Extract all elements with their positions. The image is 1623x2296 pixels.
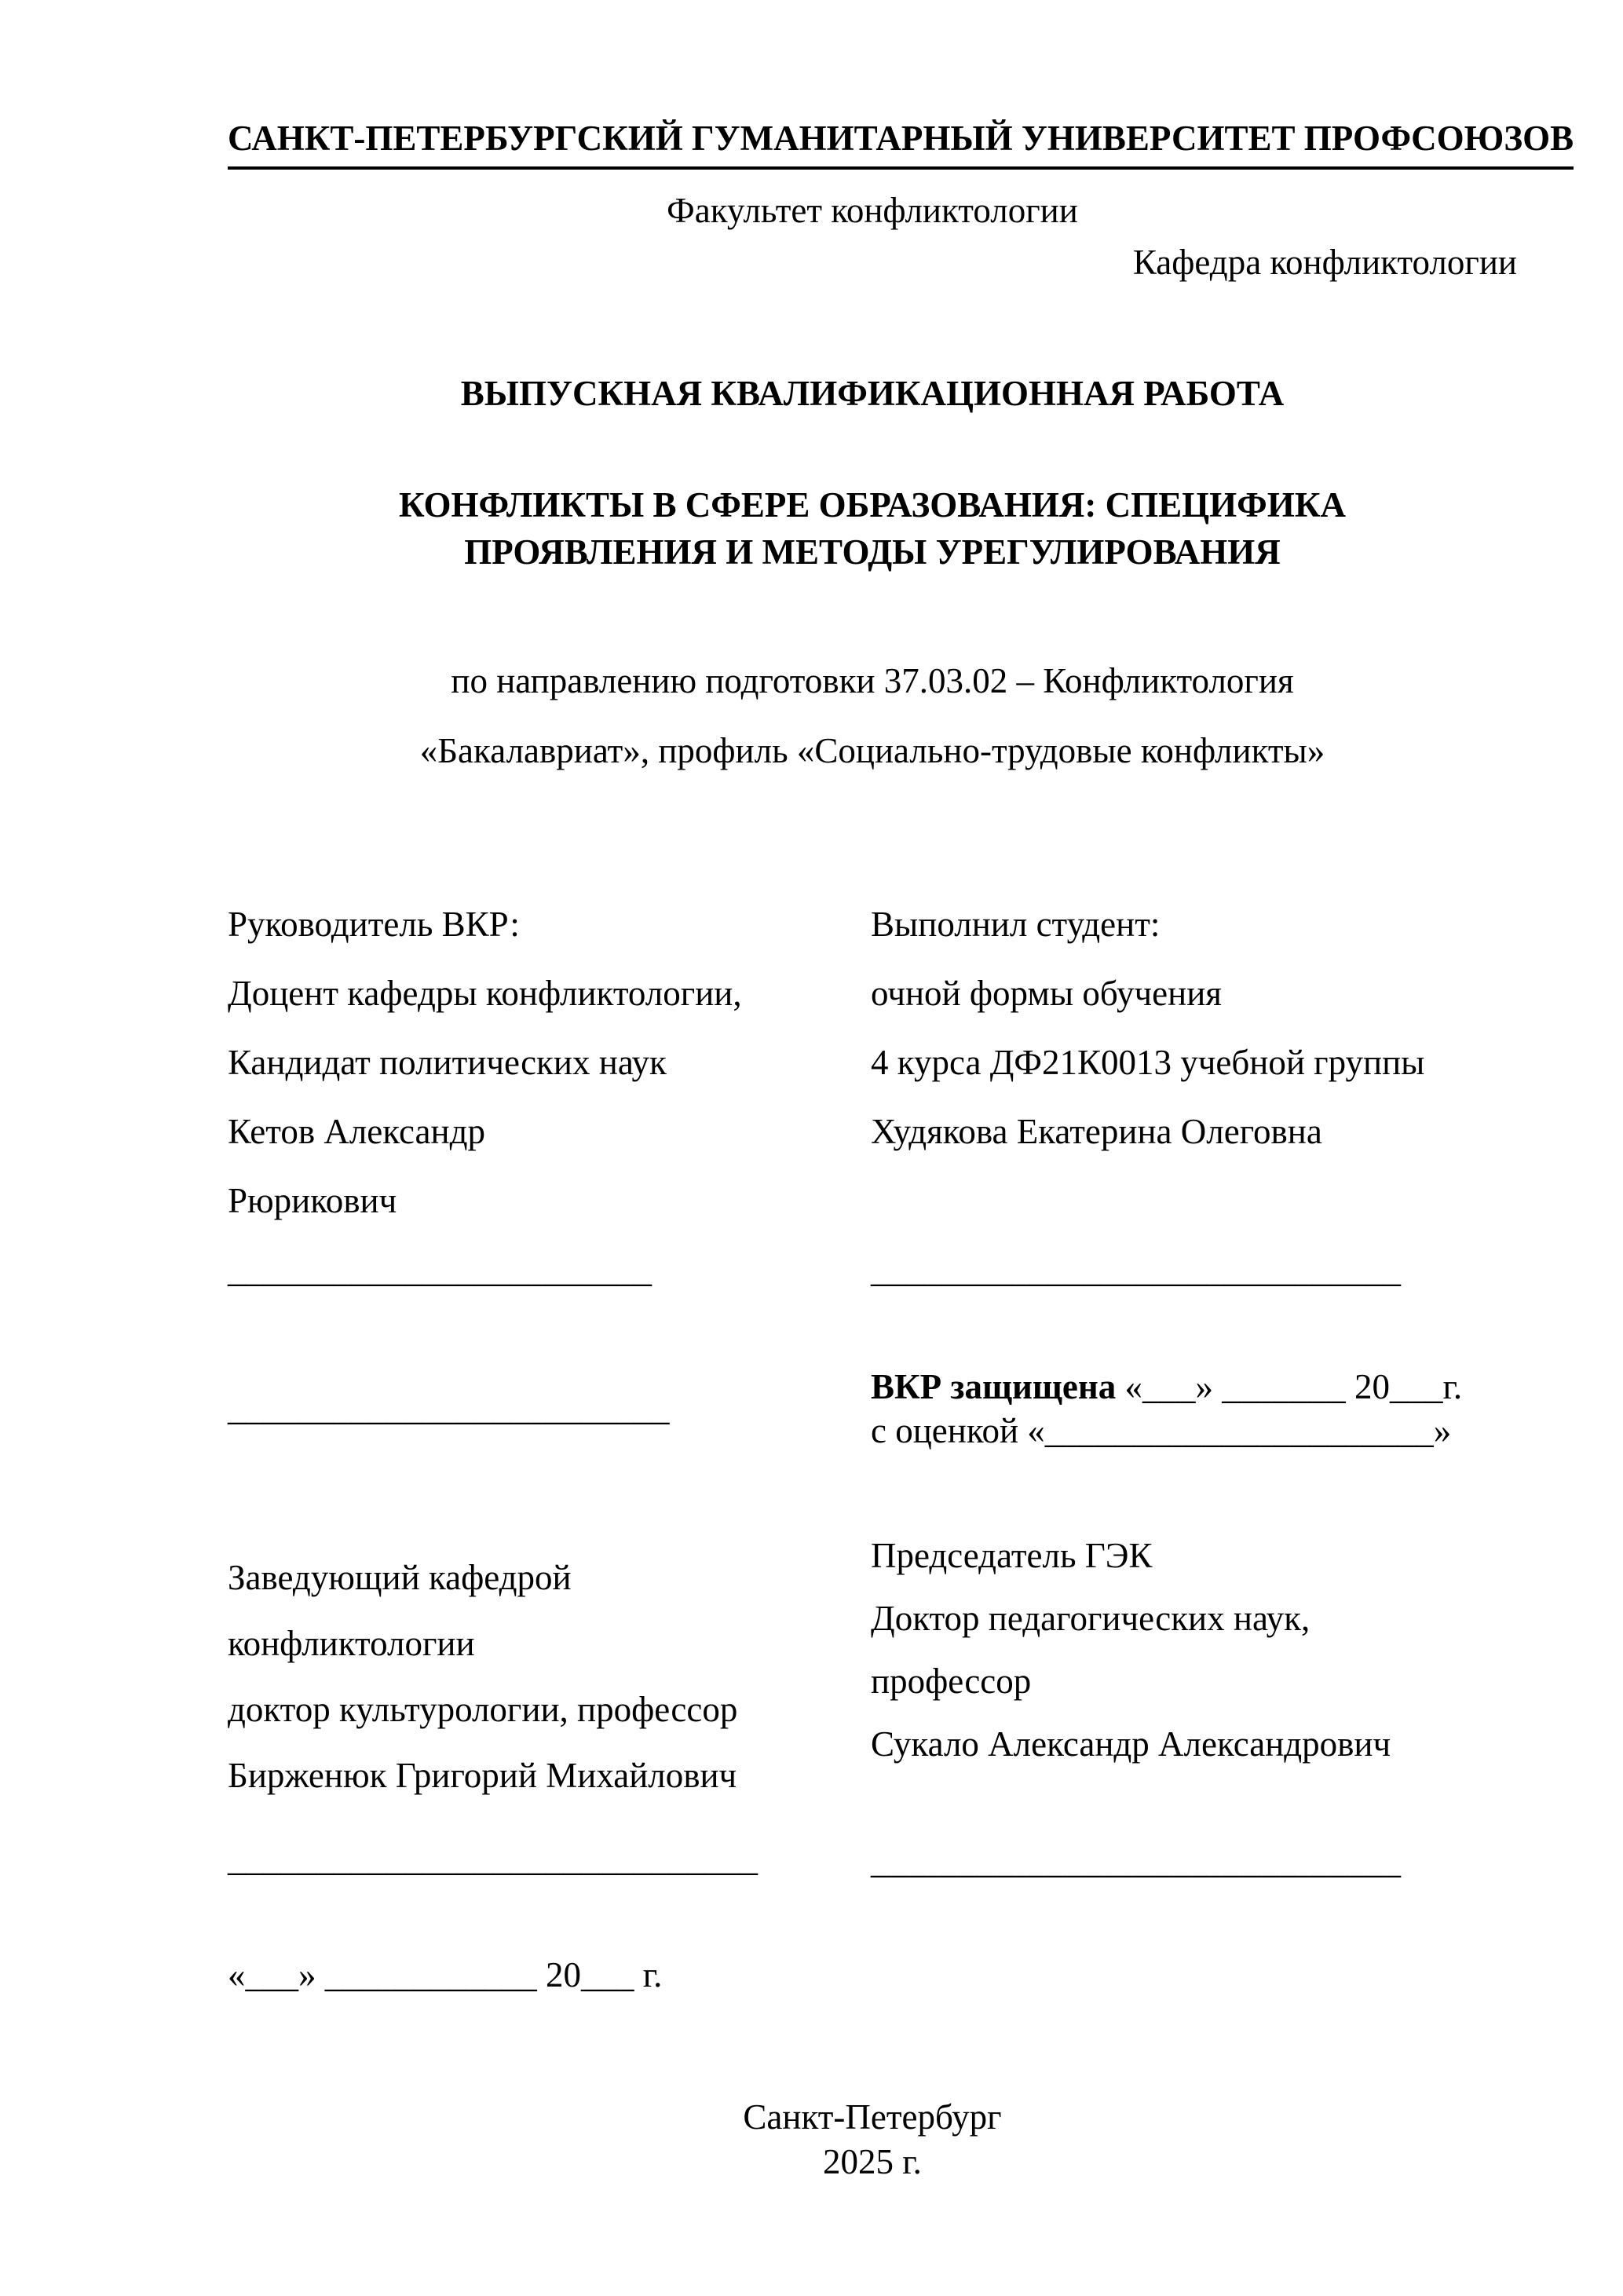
- student-block: [871, 890, 1517, 1166]
- supervisor-position: Доцент кафедры конфликтологии,: [228, 974, 742, 1013]
- head-of-department-block: [228, 1545, 809, 1808]
- head-dept-title-line-2: конфликтологии: [228, 1624, 475, 1663]
- supervisor-signature-line-2: _________________________: [228, 1388, 670, 1428]
- student-signature-line: ______________________________: [871, 1250, 1401, 1289]
- supervisor-block: [228, 890, 809, 1304]
- department-name: Кафедра конфликтологии: [1132, 243, 1517, 282]
- defense-grade-line: с оценкой «______________________»: [871, 1411, 1452, 1450]
- head-dept-name: Бирженюк Григорий Михайлович: [228, 1756, 737, 1795]
- footer: [228, 2095, 1517, 2184]
- supervisor-name-line-2: Рюрикович: [228, 1181, 397, 1220]
- university-name: САНКТ-ПЕТЕРБУРГСКИЙ ГУМАНИТАРНЫЙ УНИВЕРСИТЕТ ПРОФСОЮЗОВ: [228, 118, 1574, 170]
- program-line: по направлению подготовки 37.03.02 – Конфликтология: [451, 661, 1294, 700]
- head-dept-title-line-1: Заведующий кафедрой: [228, 1558, 572, 1597]
- gek-chair-degree-line-1: Доктор педагогических наук,: [871, 1599, 1310, 1638]
- footer-year: 2025 г.: [823, 2142, 922, 2181]
- gek-chair-signature-line: ______________________________: [871, 1841, 1401, 1881]
- defense-block: [871, 1365, 1517, 1453]
- gek-chair-block: [871, 1524, 1517, 1775]
- thesis-title: [228, 481, 1517, 576]
- defense-date-blanks: «___» _______ 20___г.: [1116, 1367, 1463, 1406]
- gek-chair-title: Председатель ГЭК: [871, 1536, 1153, 1575]
- faculty-name: Факультет конфликтологии: [667, 191, 1078, 230]
- student-name: Худякова Екатерина Олеговна: [871, 1112, 1322, 1151]
- student-group: 4 курса ДФ21К0013 учебной группы: [871, 1043, 1425, 1082]
- profile-line: «Бакалавриат», профиль «Социально-трудовые конфликты»: [419, 731, 1325, 770]
- student-study-form: очной формы обучения: [871, 974, 1222, 1013]
- student-heading: Выполнил студент:: [871, 905, 1161, 944]
- header: [228, 118, 1574, 170]
- supervisor-degree: Кандидат политических наук: [228, 1043, 667, 1082]
- supervisor-column: [228, 890, 809, 1896]
- supervisor-name-line-1: Кетов Александр: [228, 1112, 485, 1151]
- footer-city: Санкт-Петербург: [743, 2097, 1002, 2137]
- supervisor-signature-line-1: ________________________: [228, 1250, 652, 1289]
- defense-date-line: [871, 1365, 1517, 1409]
- supervisor-heading: Руководитель ВКР:: [228, 905, 520, 944]
- gek-chair-name: Сукало Александр Александрович: [871, 1724, 1391, 1764]
- gek-chair-degree-line-2: профессор: [871, 1662, 1032, 1701]
- signature-columns: [228, 890, 1517, 1896]
- program-block: [228, 646, 1517, 786]
- defense-label: ВКР защищена: [871, 1367, 1117, 1406]
- date-blank-line: «___» ____________ 20___ г.: [228, 1955, 663, 1994]
- thesis-title-line-2: ПРОЯВЛЕНИЯ И МЕТОДЫ УРЕГУЛИРОВАНИЯ: [464, 532, 1281, 572]
- student-column: [871, 890, 1517, 1896]
- thesis-title-line-1: КОНФЛИКТЫ В СФЕРЕ ОБРАЗОВАНИЯ: СПЕЦИФИКА: [399, 485, 1346, 525]
- head-dept-degree: доктор культурологии, профессор: [228, 1690, 738, 1729]
- work-type-heading: ВЫПУСКНАЯ КВАЛИФИКАЦИОННАЯ РАБОТА: [460, 374, 1285, 413]
- head-dept-signature-line: ______________________________: [228, 1839, 758, 1878]
